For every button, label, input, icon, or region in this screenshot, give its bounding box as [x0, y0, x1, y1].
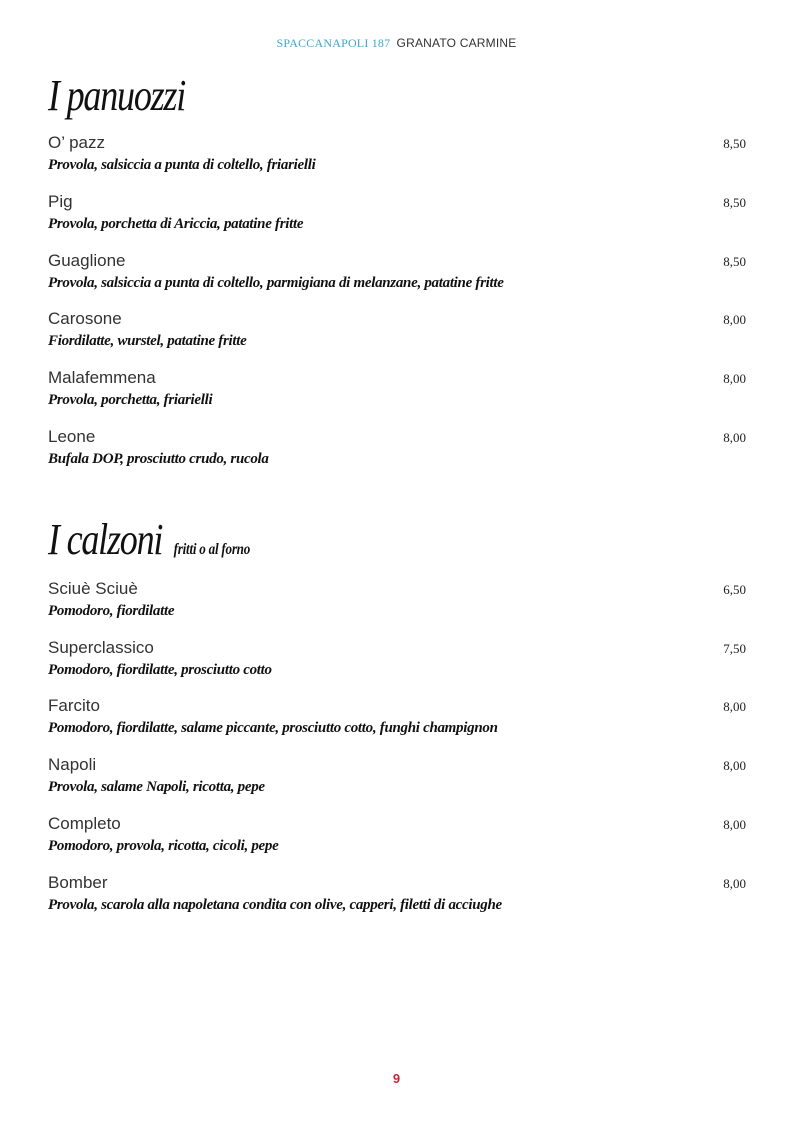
- item-description: Pomodoro, provola, ricotta, cicoli, pepe: [48, 838, 279, 854]
- menu-item: [48, 814, 746, 856]
- item-price: 8,50: [723, 195, 746, 210]
- item-description: Provola, salsiccia a punta di coltello, friarielli: [48, 157, 316, 173]
- item-price: 8,00: [723, 430, 746, 445]
- menu-item: [48, 755, 746, 797]
- restaurant-location: GRANATO CARMINE: [396, 36, 517, 50]
- item-description: Provola, salsiccia a punta di coltello, parmigiana di melanzane, patatine fritte: [48, 275, 504, 291]
- item-price: 8,00: [723, 876, 746, 891]
- item-name: Carosone: [48, 309, 122, 328]
- item-description: Bufala DOP, prosciutto crudo, rucola: [48, 451, 269, 467]
- item-description: Pomodoro, fiordilatte: [48, 603, 175, 619]
- item-name: Completo: [48, 814, 121, 833]
- item-name: Guaglione: [48, 251, 126, 270]
- section-title-text: I calzoni: [48, 515, 163, 564]
- item-price: 8,00: [723, 758, 746, 773]
- item-name: Sciuè Sciuè: [48, 579, 138, 598]
- menu-item: [48, 192, 746, 234]
- page-header: [0, 36, 793, 51]
- item-description: Provola, scarola alla napoletana condita con olive, capperi, filetti di acciughe: [48, 897, 502, 913]
- section-subtitle: fritti o al forno: [173, 541, 251, 558]
- item-description: Fiordilatte, wurstel, patatine fritte: [48, 333, 247, 349]
- item-name: Napoli: [48, 755, 97, 774]
- page-number: 9: [392, 1071, 401, 1086]
- section-title-calzoni: [48, 515, 251, 564]
- item-price: 7,50: [723, 641, 746, 656]
- menu-item: [48, 427, 746, 469]
- item-description: Provola, porchetta di Ariccia, patatine fritte: [48, 216, 304, 232]
- item-description: Provola, porchetta, friarielli: [48, 392, 213, 408]
- item-price: 6,50: [723, 582, 746, 597]
- item-price: 8,00: [723, 371, 746, 386]
- menu-item: [48, 696, 746, 738]
- section-title-panuozzi: [48, 71, 186, 120]
- item-name: Superclassico: [48, 638, 154, 657]
- item-name: Pig: [48, 192, 73, 211]
- item-description: Pomodoro, fiordilatte, salame piccante, prosciutto cotto, funghi champignon: [48, 720, 498, 736]
- item-name: O’ pazz: [48, 133, 106, 152]
- item-name: Malafemmena: [48, 368, 156, 387]
- item-description: Provola, salame Napoli, ricotta, pepe: [48, 779, 265, 795]
- menu-item: [48, 873, 746, 915]
- menu-item: [48, 638, 746, 680]
- item-price: 8,00: [723, 817, 746, 832]
- item-name: Farcito: [48, 696, 100, 715]
- item-name: Bomber: [48, 873, 108, 892]
- menu-item: [48, 251, 746, 293]
- item-price: 8,50: [723, 254, 746, 269]
- item-price: 8,00: [723, 699, 746, 714]
- menu-item: [48, 368, 746, 410]
- menu-item: [48, 579, 746, 621]
- item-description: Pomodoro, fiordilatte, prosciutto cotto: [48, 662, 272, 678]
- restaurant-brand: SPACCANAPOLI 187: [276, 36, 391, 50]
- menu-item: [48, 133, 746, 175]
- menu-item: [48, 309, 746, 351]
- item-price: 8,50: [723, 136, 746, 151]
- section-title-text: I panuozzi: [48, 71, 186, 120]
- item-price: 8,00: [723, 312, 746, 327]
- item-name: Leone: [48, 427, 96, 446]
